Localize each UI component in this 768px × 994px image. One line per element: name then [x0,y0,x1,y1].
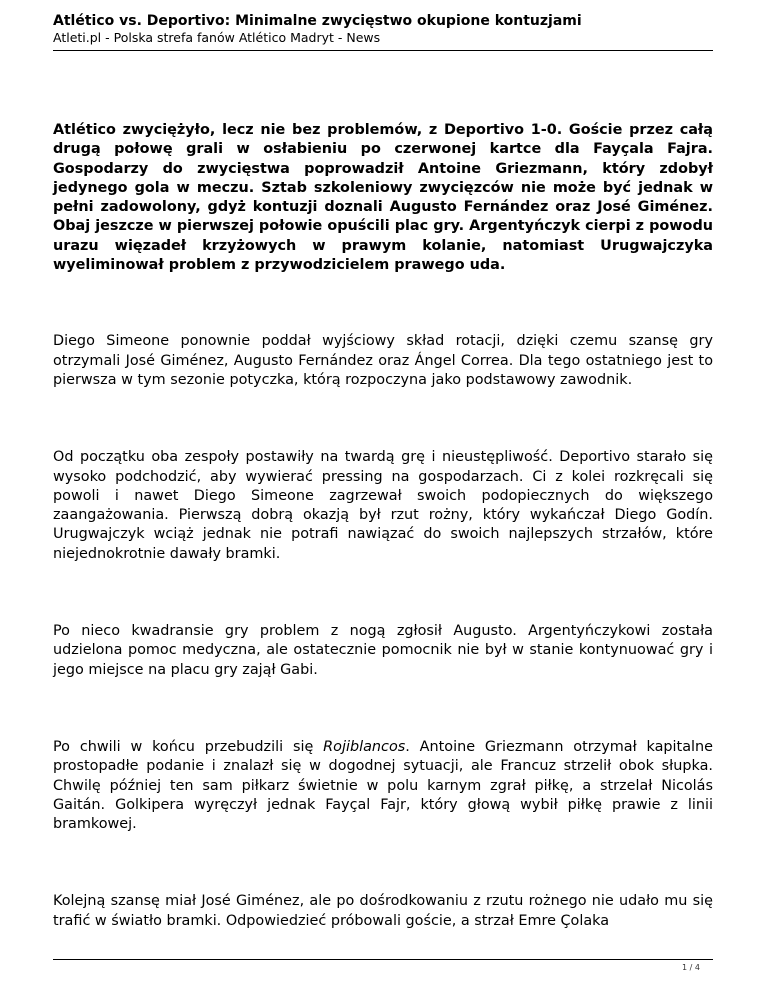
article-paragraph-1: Diego Simeone ponownie poddał wyjściowy skład rotacji, dzięki czemu szansę gry otrzymali José Giménez, Augusto Fernández oraz Ángel Correa. Dla tego ostatniego jest to pierwsza w tym sezonie potyczka, którą rozpoczyna jako podstawowy zawodnik. [53,333,713,388]
article-paragraph-4 [53,738,713,834]
document-header [53,12,713,46]
paragraph-4-text-end: . Antoine Griezmann otrzymał kapitalne prostopadłe podanie i znalazł się w dogodnej sytuacji, ale Francuz strzelił obok słupka. Chwilę później ten sam piłkarz świetnie w polu karnym zgrał piłkę, a strzelał Nicolás Gaitán. Golkipera wyręczył jednak Fayçal Fajr, który głową wybił piłkę prawie z linii bramkowej. [53,738,713,833]
article-lead: Atlético zwyciężyło, lecz nie bez problemów, z Deportivo 1-0. Goście przez całą drugą połowę grali w osłabieniu po czerwonej kartce dla Fayçala Fajra. Gospodarzy do zwycięstwa poprowadził Antoine Griezmann, który zdobył jedynego gola w meczu. Sztab szkoleniowy zwycięzców nie może być jednak w pełni zadowolony, gdyż kontuzji doznali Augusto Fernández oraz José Giménez. Obaj jeszcze w pierwszej połowie opuścili plac gry. Argentyńczyk cierpi z powodu urazu więzadeł krzyżowych w prawym kolanie, natomiast Urugwajczyka wyeliminował problem z przywodzicielem prawego uda. [53,122,713,274]
article-title: Atlético vs. Deportivo: Minimalne zwycięstwo okupione kontuzjami [53,13,582,29]
header-divider [53,50,713,51]
article-body [53,121,713,931]
paragraph-4-text-start: Po chwili w końcu przebudzili się [53,738,324,755]
article-paragraph-5: Kolejną szansę miał José Giménez, ale po dośrodkowaniu z rzutu rożnego nie udało mu się trafić w światło bramki. Odpowiedzieć próbowali goście, a strzał Emre Çolaka [53,893,713,929]
footer-divider [53,959,713,960]
article-paragraph-2: Od początku oba zespoły postawiły na twardą grę i nieustępliwość. Deportivo starało się wysoko podchodzić, aby wywierać pressing na gospodarzach. Ci z kolei rozkręcali się powoli i nawet Diego Simeone zagrzewał swoich podopiecznych do większego zaangażowania. Pierwszą dobrą okazją był rzut rożny, który wykańczał Diego Godín. Urugwajczyk wciąż jednak nie potrafi nawiązać do swoich najlepszych strzałów, które niejednokrotnie dawały bramki. [53,449,713,562]
site-subtitle: Atleti.pl - Polska strefa fanów Atlético Madryt - News [53,30,381,45]
rojiblancos-emphasis: Rojiblancos [323,738,406,755]
page-number: 1 / 4 [682,963,700,972]
article-paragraph-3: Po nieco kwadransie gry problem z nogą zgłosił Augusto. Argentyńczykowi została udzielona pomoc medyczna, ale ostatecznie pomocnik nie był w stanie kontynuować gry i jego miejsce na placu gry zajął Gabi. [53,623,713,678]
